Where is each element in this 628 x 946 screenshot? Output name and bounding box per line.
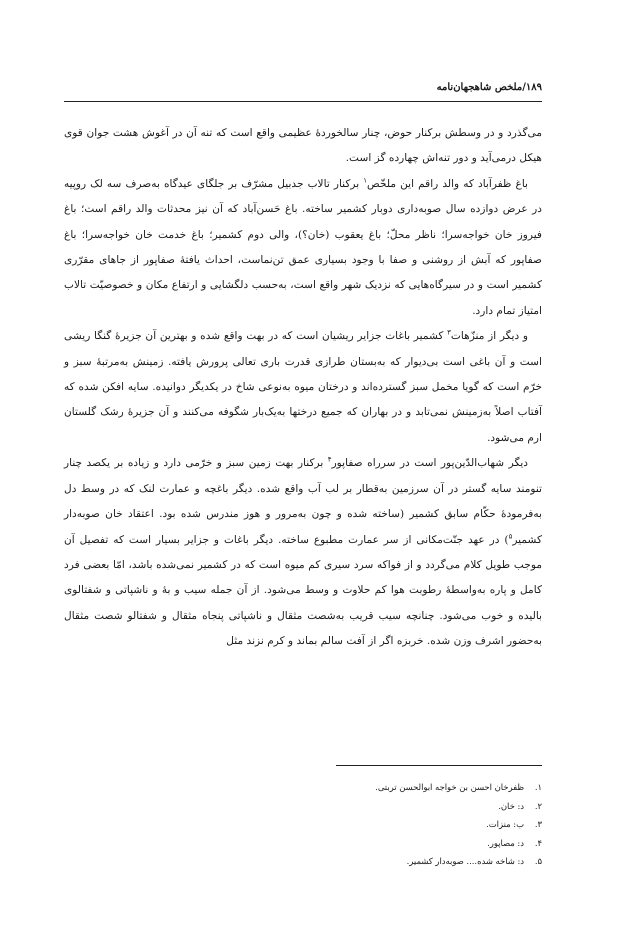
footnote-reference: ۵ <box>508 531 513 540</box>
paragraph-text: ) در عهد جنّت‌مکانی از سر عمارت مطبوع ساخته. دیگر باغات و جزایر بسیار است که تفصیل آن موجب طویل کلام می‌گردد و از فواکه سرد سیری کم میوه است که در کشمیر نمی‌شده باشد، امّا بعضی فرد کامل و پاره به‌واسطهٔ رطوبت هوا کم حلاوت و وسط می‌شود. از آن جمله سیب و بهٔ و ناشپاتی و شفتالوی بالیده و خوب می‌شود. چنانچه سیب قریب به‌شصت مثقال و ناشپاتی پنجاه مثقال و شفتالو شصت مثقال به‌حضور اشرف وزن شده. خربزه اگر از آفت سالم بماند و کرم نزند مثل <box>64 533 542 648</box>
footnote-number: ۳. <box>534 819 542 829</box>
paragraph <box>64 172 542 324</box>
paragraph-text: برکنار تالاب جدبیل مشرّف بر جلگای عیدگاه به‌صرف سه لک روپیه در عرض دوازده سال صوبه‌داری دوبار کشمیر ساخته. باغ حَسن‌آباد که آن نیز محدثات والد راقم است؛ باغ فیروز خان خواجه‌سرا؛ ناظر محلّ؛ باغ یعقوب (خان؟)، والی دوم کشمیر؛ باغ خدمت خان خواجه‌سرا؛ باغ صفاپور که آبش از روشنی و صفا با وجود بسیاری عمق تن‌نماست، احداث یافتهٔ صفاپور از جاهای مقرّری کشمیر است و در سیرگاه‌هایی که نزدیک شهر واقع است، به‌حسب دلگشایی و ارتفاع مکان و خصوصیّت تالاب امتیاز تمام دارد. <box>64 177 542 317</box>
footnote-number: ۴. <box>534 837 542 848</box>
paragraph-text: می‌گذرد و در وسطش برکنار حوض، چنار سالخوردهٔ عظیمی واقع است که تنه آن در آغوش هشت جوان قوی هیکل درمی‌آید و دور تنه‌اش چهارده گز است. <box>64 127 542 165</box>
paragraph-text: کشمیر باغات جزایر ریشیان است که در بهت واقع شده و بهترین آن جزیرهٔ گنگا ریشی است و آن باغی است بی‌دیوار که به‌بستان طرازی قدرت باری تعالی پرورش یافته. زمینش به‌مرتبهٔ سبز و خرّم است که گویا مخمل سبز گسترده‌اند و درختان میوه به‌نوعی شاخ در یکدیگر دوانیده. سایه افکن شده که آفتاب اصلاً به‌زمینش نمی‌تابد و در بهاران که جمیع درختها به‌یک‌بار شگوفه می‌کنند و آن جزیرهٔ رشک گلستان ارم می‌شود. <box>64 330 542 444</box>
footnote-text: د: خان. <box>498 800 524 811</box>
footnote-text: د: شاخه شده.... صوبه‌دار کشمیر. <box>406 856 524 866</box>
paragraph <box>64 324 542 451</box>
footnote-reference: ۴ <box>327 455 332 464</box>
paragraph-text: و دیگر از منزّهات <box>450 330 528 343</box>
footnote-item <box>64 797 542 816</box>
footnote-text: ب: منزات. <box>486 819 524 829</box>
body-text <box>64 121 542 655</box>
paragraph-text: برکنار بهت زمین سبز و خرّمی دارد و زیاده بر یکصد چنار تنومند سایه گستر در آن سرزمین به‌قطار بر لب آب واقع شده. دیگر باغچه و عمارت لنک که در وسط دل به‌فرمودهٔ حکّام سابق کشمیر (ساخته شده و چون به‌مرور و هوز مندرس شده بود. اعتقاد خان صوبه‌دار کشمیر <box>64 457 542 546</box>
footnote-reference: ۳ <box>447 328 451 337</box>
footnote-item <box>64 815 542 834</box>
footnotes <box>64 778 542 871</box>
footnote-number: ۲. <box>534 800 542 811</box>
footnote-item <box>64 852 542 871</box>
paragraph-text: دیگر شهاب‌الدّین‌پور است در سرراه صفاپور <box>331 457 529 470</box>
paragraph-text: باغ ظفرآباد که والد راقم این ملخّص <box>367 177 529 190</box>
header-divider <box>64 101 542 102</box>
footnote-text: د: مصاپور. <box>487 837 524 848</box>
footnote-text: ظفرخان احسن بن خواجه ابوالحسن تربتی. <box>375 782 524 792</box>
paragraph <box>64 451 542 654</box>
footnote-number: ۱. <box>534 782 542 792</box>
footnote-item <box>64 778 542 797</box>
running-header: ۱۸۹/ملخص شاهجهان‌نامه <box>436 82 542 93</box>
footnote-divider <box>336 765 542 766</box>
paragraph <box>64 121 542 172</box>
footnote-reference: ۱ <box>363 176 368 185</box>
footnote-item <box>64 834 542 853</box>
footnote-number: ۵. <box>534 856 542 866</box>
